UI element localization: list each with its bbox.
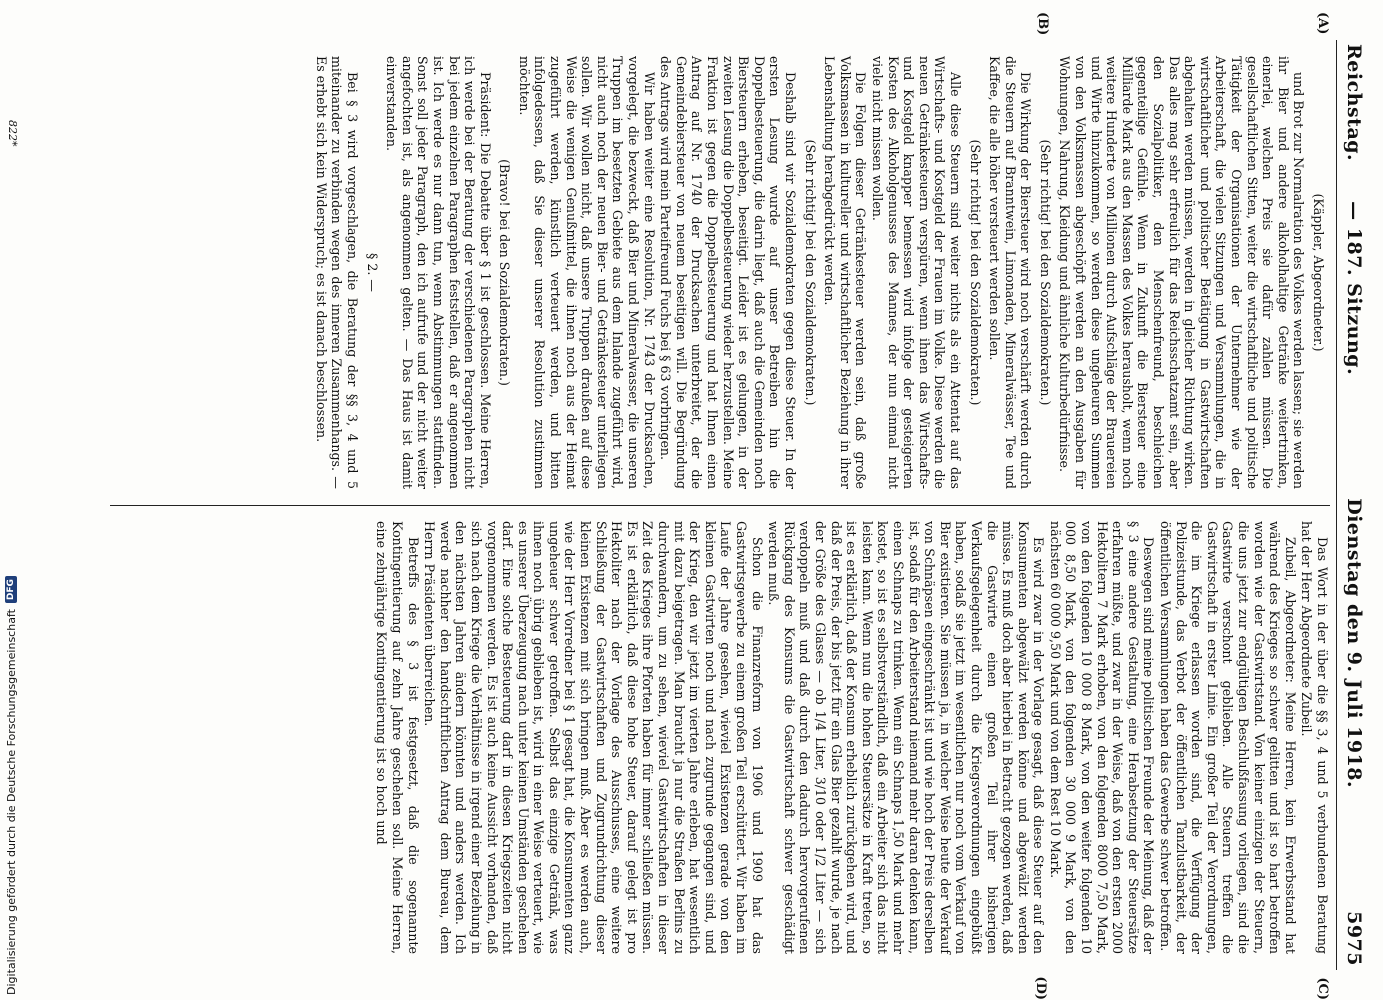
- paragraph: Es wird zwar in der Vorlage gesagt, daß diese Steuer auf den Konsumenten abgewälzt werden könne und abgewälzt werden müsse. Es muß doch aber hierbei in Betracht gezogen werden, daß die Gastwirte einen großen Teil ihrer bisherigen Verkaufsgelegenheit durch die Kriegsverordnungen eingebüßt haben, sodaß sie jetzt im wesentlichen nur noch vom Verkauf von Bier existieren. Sie müssen ja, in welcher Weise heute der Verkauf von Schnäpsen eingeschränkt ist und wie hoch der Preis derselben ist, sodaß für den Arbeiterstand niemand mehr daran denken kann, einen Schnaps zu trinken. Wenn ein Schnaps 1,50 Mark und mehr kostet, so ist es selbstverständlich, daß ein Arbeiter sich das nicht leisten kann. Wenn nun die hohen Steuersätze in Kraft treten, so ist es erklärlich, daß der Konsum erheblich zurückgehen wird, und daß der Preis, der bis jetzt für ein Glas Bier gezahlt wurde, je nach der Größe des Glases — ob 1/4 Liter, 3/10 oder 1/2 Liter — sich verdoppeln muß und daß durch den dadurch hervorgerufenen Rückgang des Konsums die Gastwirtschaft schwer geschädigt werden muß.: [766, 521, 1047, 954]
- header-title: Reichstag.: [1343, 44, 1365, 162]
- paragraph: Deswegen sind meine politischen Freunde der Meinung, daß der § 3 eine andere Gestaltung, eine Herabsetzung der Steuersätze erfahren müßte, und zwar in der Weise, daß von den ersten 2000 Hektolitern 7 Mark erhoben, von den folgenden 8000 7,50 Mark, von den folgenden 10 000 8 Mark, von den weiter folgenden 10 000 8,50 Mark, von den folgenden 30 000 9 Mark, von den nächsten 60 000 9,50 Mark und von dem Rest 10 Mark.: [1047, 521, 1157, 954]
- dfg-logo: DFG: [5, 576, 17, 603]
- margin-mark-b: (B): [1035, 12, 1050, 36]
- margin-mark-a: (A): [1315, 12, 1330, 35]
- paragraph: Betreffs des § 3 ist festgesetzt, daß die sogenannte Kontingentierung auf zehn Jahre geschehen soll. Meine Herren, eine zehnjährige Kontingentierung ist so hoch und: [374, 521, 421, 954]
- interjection: § 2. —: [364, 253, 380, 292]
- paragraph: und Brot zur Normalration des Volkes werden lassen; sie werden ihr Bier und andere alkoholhaltige Getränke weitertrinken, einerlei, welchen Preis sie dafür zahlen müssen. Die gesellschaftlichen Sitten, weiter die wirtschaftliche und politische Tätigkeit der Organisationen der Unternehmer wie der Arbeiterschaft, die vielen Sitzungen und Versammlungen, die in wirtschaftlicher und politischer Betätigung in Gastwirtschaften abgehalten werden müssen, werden in gleicher Richtung wirken. Das alles mag sehr erfreulich für das Reichsschatzamt sein, aber den Sozialpolitiker, den Menschenfreund, beschleichen gegenteilige Gefühle. Wenn in Zukunft die Biersteuer eine Milliarde Mark aus den Massen des Volkes herausholt, wenn noch weitere Hunderte von Millionen durch Aufschläge der Brauereien und Wirte hinzukommen, so werden diese ungeheuren Summen von den Volksmassen abgeschöpft werden an den Ausgaben für Wohnungen, Nahrung, Kleidung und ähnliche Kulturbedürfnisse.: [1057, 56, 1307, 489]
- paragraph: Deshalb sind wir Sozialdemokraten gegen diese Steuer. In der ersten Lesung wurde auf unser Betreiben hin die Doppelbesteuerung, die darin liegt, daß auch die Gemeinden noch Biersteuern erheben, beseitigt. Leider ist es gelungen, in der zweiten Lesung die Doppelbesteuerung wieder herzustellen. Meine Fraktion ist gegen die Doppelbesteuerung und hat Ihnen einen Antrag auf Nr. 1740 der Drucksachen unterbreitet, der die Gemeindebiersteuer von neuem beseitigen will. Die Begründung des Antrags wird mein Parteifreund Fuchs bei § 63 vorbringen.: [658, 56, 798, 489]
- header-session: — 187. Sitzung.: [1343, 201, 1365, 376]
- footer-mark: 822*: [6, 120, 19, 147]
- credit-text: Digitalisierung gefördert durch die Deutsche Forschungsgemeinschaft: [4, 609, 18, 995]
- margin-mark-c: (C): [1315, 977, 1330, 1000]
- paragraph: Die Folgen dieser Getränkesteuer werden sein, daß große Volksmassen in kultureller und wirtschaftlicher Beziehung in ihrer Lebenshaltung herabgedrückt werden.: [822, 56, 869, 489]
- interjection: (Sehr richtig! bei den Sozialdemokraten.): [1037, 139, 1053, 406]
- paragraph: Wir haben weiter eine Resolution, Nr. 1743 der Drucksachen, vorgelegt, die bezweckt, daß Bier und Mineralwasser, die unseren Truppen im besetzten Gebiete aus dem Inlande zugeführt wird, nicht auch noch der neuen Bier- und Getränkesteuer unterliegen sollen. Wir wollen nicht, daß unsere Truppen draußen auf diese Weise die wenigen Genußmittel, die ihnen noch aus der Heimat zugeführt werden, künstlich verteuert werden, und bitten infolgedessen, daß Sie dieser unserer Resolution zustimmen möchten.: [516, 56, 657, 489]
- margin-mark-d: (D): [1033, 976, 1048, 1000]
- paragraph: Bei § 3 wird vorgeschlagen, die Beratung der §§ 3, 4 und 5 miteinander zu verbinden wegen des inneren Zusammenhangs. — Es erhebt sich kein Widerspruch; es ist danach beschlossen.: [313, 56, 360, 489]
- left-column: [110, 12, 1330, 505]
- right-column: [110, 505, 1330, 1000]
- paragraph: Präsident: Die Debatte über § 1 ist geschlossen. Meine Herren, ich werde bei der Beratung der verschiedenen Paragraphen nicht bei jedem einzelnen Paragraphen feststellen, daß er angenommen ist. Ich werde es nur dann tun, wenn Abstimmungen stattfinden. Sonst soll jeder Paragraph, den ich aufrufe und der nicht weiter angefochten ist, als angenommen gelten. — Das Haus ist damit einverstanden.: [384, 56, 493, 489]
- text-columns: [110, 12, 1330, 1000]
- paragraph: Alle diese Steuern sind weiter nichts als ein Attentat auf das Wirtschafts- und Kostgeld der Frauen im Volke. Diese werden die neuen Getränkesteuern verspüren, wenn ihnen das Wirtschafts- und Kostgeld knapper bemessen wird infolge der gesteigerten Kosten des Alkoholgenusses des Mannes, der nun einmal nicht viele nicht missen wollen.: [869, 56, 963, 489]
- speaker-line: (Käppler, Abgeordneter.): [1311, 193, 1326, 352]
- interjection: (Bravo! bei den Sozialdemokraten.): [497, 159, 513, 386]
- header-page-number: 5975: [1343, 911, 1365, 966]
- interjection: (Sehr richtig! bei den Sozialdemokraten.): [802, 139, 818, 406]
- header-date: Dienstag den 9. Juli 1918.: [1343, 498, 1365, 789]
- credit-line: [2, 579, 20, 995]
- interjection: (Sehr richtig! bei den Sozialdemokraten.): [967, 139, 983, 406]
- page-header: [1336, 40, 1365, 970]
- paragraph: Das Wort in der über die §§ 3, 4 und 5 verbundenen Beratung hat der Herr Abgeordnete Zubeil.: [1299, 521, 1330, 954]
- paragraph: Die Wirkung der Biersteuer wird noch verschärft werden durch die Steuern auf Branntwein, Limonaden, Mineralwässer, Tee und Kaffee, die alle höher versteuert werden sollen.: [987, 56, 1034, 489]
- paragraph: Zubeil, Abgeordneter: Meine Herren, kein Erwerbsstand hat während des Krieges so schwer gelitten und ist so hart betroffen worden wie der Gastwirtstand. Von keiner einzigen der Steuern, die uns jetzt zur endgültigen Beschlußfassung vorliegen, sind die Gastwirte verschont geblieben. Alle Steuern treffen die Gastwirtschaft in erster Linie. Ein großer Teil der Verordnungen, die im Kriege erlassen worden sind, die Verfügung der Polizeistunde, das Verbot der öffentlichen Tanzlustbarkeit, der öffentlichen Versammlungen haben das Gewerbe schwer betroffen.: [1158, 521, 1298, 954]
- paragraph: Schon die Finanzreform von 1906 und 1909 hat das Gastwirtsgewerbe zu einem großen Teil erschüttert. Wir haben im Laufe der Jahre gesehen, wieviel Existenzen gerade von den kleinen Gastwirten noch und nach zugrunde gegangen sind, und der Krieg, den wir jetzt im vierten Jahre erleben, hat wesentlich mit dazu beigetragen. Man braucht ja nur die Straßen Berlins zu durchwandern, um zu sehen, wieviel Gastwirtschaften in dieser Zeit des Krieges ihre Pforten haben für immer schließen müssen. Es ist erklärlich, daß diese hohe Steuer, darauf gelegt ist pro Hektoliter nach der Vorlage des Ausschusses, eine weitere Schließung der Gastwirtschaften und Zugrundrichtung dieser kleinen Existenzen mit sich bringen muß. Aber es werden auch, wie der Herr Vorredner bei § 1 gesagt hat, die Konsumenten ganz ungeheuer schwer getroffen. Selbst das einzige Getränk, was ihnen noch übrig geblieben ist, wird in einer Weise verteuert, wie es unserer Überzeugung nach unter keinen Umständen geschehen darf. Eine solche Besteuerung darf in diesen Kriegszeiten nicht vorgenommen werden. Es ist auch keine Aussicht vorhanden, daß sich nach dem Kriege die Verhältnisse in irgend einer Beziehung in den nächsten Jahren ändern könnten und anders werden. Ich werde nachher den handschriftlichen Antrag dem Bureau, dem Herrn Präsidenten überreichen.: [422, 521, 765, 954]
